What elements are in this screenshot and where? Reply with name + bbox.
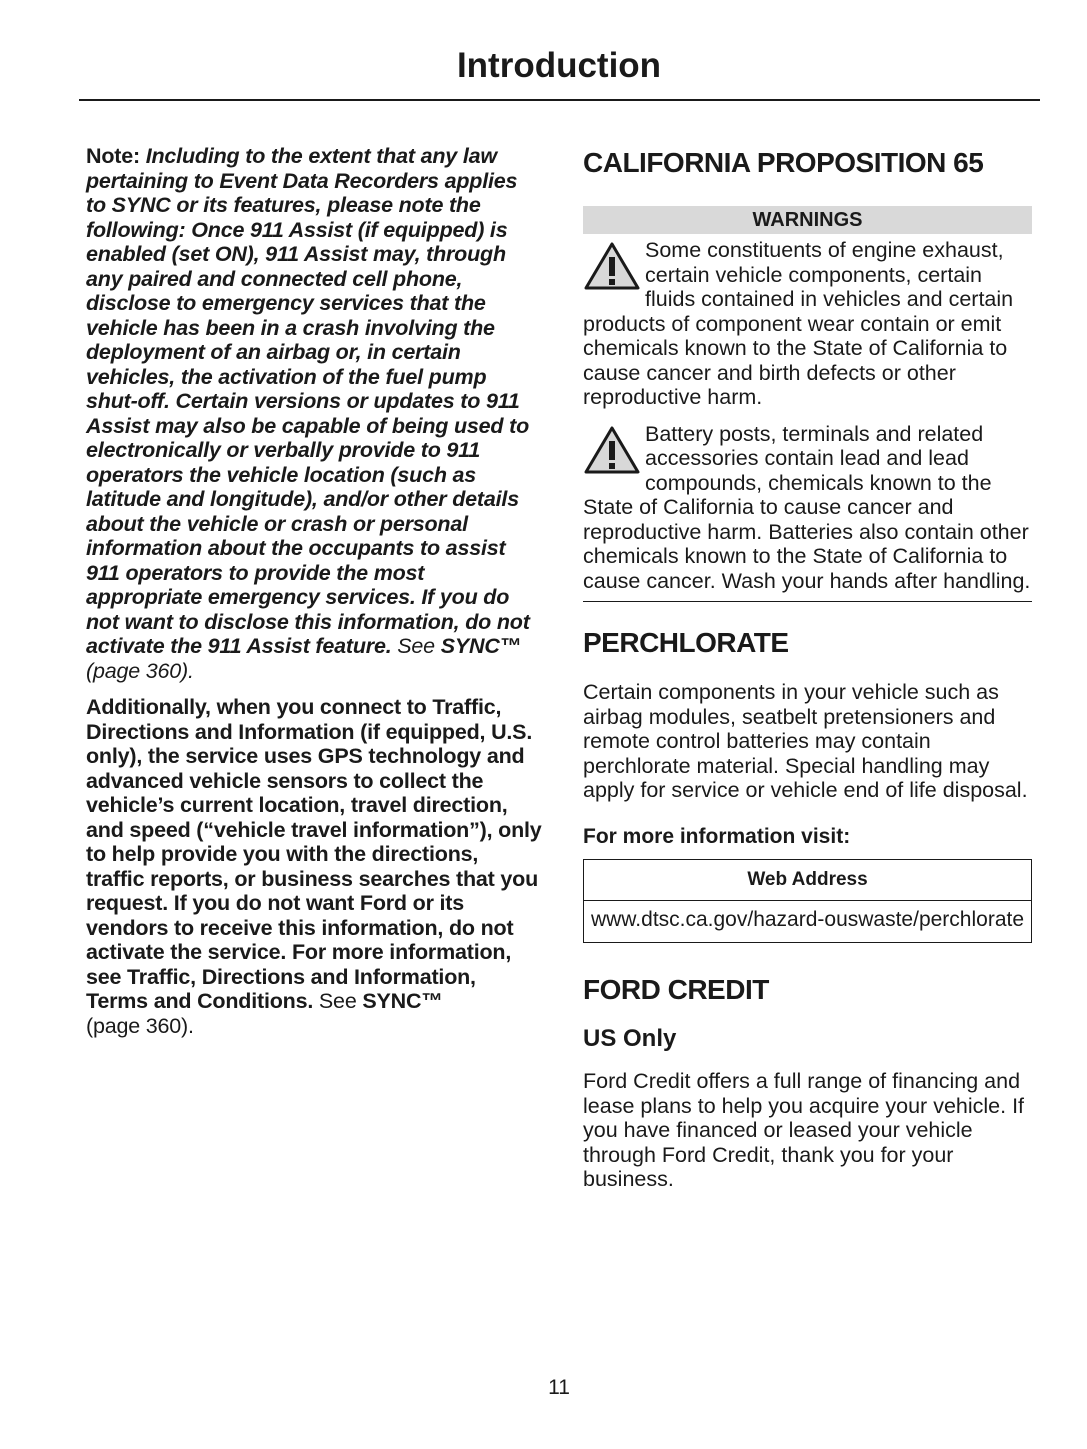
note-paragraph xyxy=(86,144,542,683)
page-number: 11 xyxy=(548,1376,570,1399)
perchlorate-heading: PERCHLORATE xyxy=(583,627,789,658)
warning-2-text: Battery posts, terminals and related accessories contain lead and lead compounds, chemicals known to the State of California to cause cancer and reproductive harm. Batteries also contain other chemicals known to the State of California to cause cancer. Wash your hands after handling. xyxy=(583,421,1031,593)
note-page-ref: (page 360). xyxy=(86,658,194,683)
warning-triangle-icon xyxy=(583,240,641,292)
table-header: Web Address xyxy=(584,860,1031,901)
perchlorate-body: Certain components in your vehicle such as airbag modules, seatbelt pretensioners and remote control batteries may contain perchlorate material. Special handling may apply for service or vehicle end of life disposal. xyxy=(583,680,1028,802)
additional-body: Additionally, when you connect to Traffic, Directions and Information (if equipped, U.S. only), the service uses GPS technology and advanced vehicle sensors to collect the vehicle’s current location, travel direction, and speed (“vehicle travel information”), only to help provide you with the directions, traffic reports, or business searches that you request. If you do not want Ford or its vendors to receive this information, do not activate the service. For more information, see Traffic, Directions and Information, Terms and Conditions. xyxy=(86,695,542,1013)
more-info-label: For more information visit: xyxy=(583,824,851,848)
warning-engine-exhaust xyxy=(583,238,1032,410)
additional-see: See xyxy=(318,989,357,1013)
ford-credit-heading: FORD CREDIT xyxy=(583,974,769,1005)
additional-paragraph xyxy=(86,695,542,1038)
warning-1-text: Some constituents of engine exhaust, certain vehicle components, certain fluids contained in vehicles and certain products of component wear contain or emit chemicals known to the State of California to cause cancer and birth defects or other reproductive harm. xyxy=(583,238,1014,409)
web-address-link[interactable]: www.dtsc.ca.gov/hazard-ouswaste/perchlorate xyxy=(590,907,1025,931)
california-heading: CALIFORNIA PROPOSITION 65 xyxy=(583,147,984,178)
us-only-subheading: US Only xyxy=(583,1025,677,1052)
section-divider xyxy=(583,601,1032,602)
left-column xyxy=(86,144,542,1038)
additional-sync-link[interactable]: SYNC™ xyxy=(362,989,443,1013)
additional-page-ref: (page 360). xyxy=(86,1013,194,1038)
warning-battery xyxy=(583,422,1032,594)
note-label: Note: xyxy=(86,144,140,168)
page-title: Introduction xyxy=(456,46,662,85)
note-sync-link[interactable]: SYNC™ xyxy=(440,634,521,658)
note-see: See xyxy=(397,634,435,658)
warning-triangle-icon xyxy=(583,424,641,476)
note-body: Including to the extent that any law pertaining to Event Data Recorders applies to SYNC or its features, please note the following: Once 911 Assist (if equipped) is enabled (set ON), 911 Assist may, through any paired and connected cell phone, disclose to emergency services that the vehicle has been in a crash involving the deployment of an airbag or, in certain vehicles, the activation of the fuel pump shut-off. Certain versions or updates to 911 Assist may also be capable of being used to electronically or verbally provide to 911 operators the vehicle location (such as latitude and longitude), and/or other details about the vehicle or crash or personal information about the occupants to assist 911 operators to provide the most appropriate emergency services. If you do not want to disclose this information, do not activate the 911 Assist feature. xyxy=(86,144,530,658)
warnings-bar: WARNINGS xyxy=(583,206,1032,234)
right-column xyxy=(583,144,1032,1192)
web-address-table xyxy=(583,859,1032,944)
title-divider xyxy=(79,99,1040,101)
ford-credit-body: Ford Credit offers a full range of financing and lease plans to help you acquire your vehicle. If you have financed or leased your vehicle through Ford Credit, thank you for your business. xyxy=(583,1069,1025,1191)
